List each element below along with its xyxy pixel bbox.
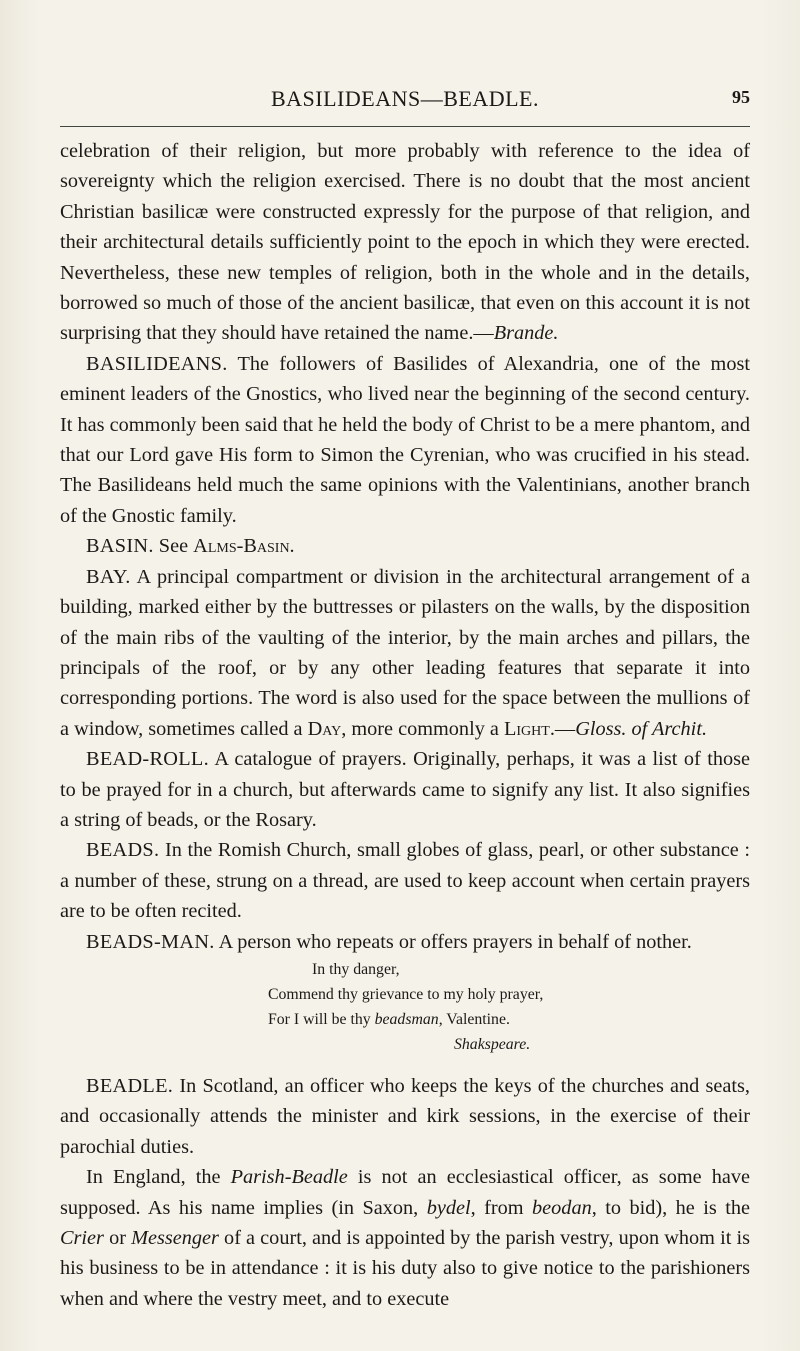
entry-beads: BEADS. In the Romish Church, small globes of glass, pearl, or other substance : a number of these, strung on a thread, are used to keep account when certain prayers are to be often recited.	[60, 839, 750, 923]
page-header	[60, 86, 750, 116]
header-rule	[60, 126, 750, 127]
headword: BASILIDEANS.	[86, 352, 228, 375]
verse-attribution: Shakspeare.	[454, 1035, 531, 1053]
headword: BEADLE.	[86, 1074, 174, 1097]
running-head: BASILIDEANS—BEADLE.	[271, 86, 539, 111]
headword: BEAD-ROLL.	[86, 748, 209, 771]
headword: BAY.	[86, 565, 131, 588]
paragraph-continuation: celebration of their religion, but more probably with reference to the idea of sovereignty which the religion exercised. There is no doubt that the most ancient Christian basilicæ were constructed expressly for the purpose of that religion, and their architectural details sufficiently point to the epoch in which they were erected. Nevertheless, these new temples of religion, both in the whole and in the details, borrowed so much of those of the ancient basilicæ, that even on this account it is not surprising that they should have retained the name.—Brande.	[60, 140, 750, 345]
page-body	[60, 136, 750, 1314]
verse-quotation	[268, 957, 750, 1057]
verse-line: For I will be thy beadsman, Valentine.	[268, 1010, 510, 1028]
headword: BEADS-MAN.	[86, 930, 215, 953]
headword: BEADS.	[86, 839, 160, 862]
paragraph-england: In England, the Parish-Beadle is not an ecclesiastical officer, as some have supposed. As his name implies (in Saxon, bydel, from beodan, to bid), he is the Crier or Messenger of a court, and is appointed by the parish vestry, upon whom it is his business to be in attendance : it is his duty also to give notice to the parishioners when and where the vestry meet, and to execute	[60, 1166, 750, 1310]
entry-beads-man: BEADS-MAN. A person who repeats or offers prayers in behalf of nother.	[86, 930, 692, 953]
entry-bay: BAY. A principal compartment or division in the architectural arrangement of a building, marked either by the buttresses or pilasters on the walls, by the disposition of the main ribs of the vaulting of the interior, by the main arches and pillars, the principals of the roof, or by any other leading features that separate it into corresponding portions. The word is also used for the space between the mullions of a window, sometimes called a Day, more commonly a Light.—Gloss. of Archit.	[60, 565, 750, 740]
headword: BASIN.	[86, 535, 154, 558]
cross-reference: Alms-Basin.	[193, 535, 295, 558]
entry-basilideans: BASILIDEANS. The followers of Basilides of Alexandria, one of the most eminent leaders of the Gnostics, who lived near the beginning of the second century. It has commonly been said that he held the body of Christ to be a mere phantom, and that our Lord gave His form to Simon the Cyrenian, who was crucified in his stead. The Basilideans held much the same opinions with the Valentinians, another branch of the Gnostic family.	[60, 352, 750, 527]
page-number: 95	[732, 87, 750, 107]
entry-beadle: BEADLE. In Scotland, an officer who keeps the keys of the churches and seats, and occasionally attends the minister and kirk sessions, in the exercise of their parochial duties.	[60, 1074, 750, 1158]
verse-line: Commend thy grievance to my holy prayer,	[268, 985, 544, 1003]
entry-bead-roll: BEAD-ROLL. A catalogue of prayers. Originally, perhaps, it was a list of those to be prayed for in a church, but afterwards came to signify any list. It also signifies a string of beads, or the Rosary.	[60, 748, 750, 831]
citation: Gloss. of Archit.	[575, 717, 708, 740]
entry-basin: BASIN. See Alms-Basin.	[86, 535, 295, 558]
verse-line: In thy danger,	[312, 960, 400, 978]
citation: Brande.	[493, 322, 559, 345]
